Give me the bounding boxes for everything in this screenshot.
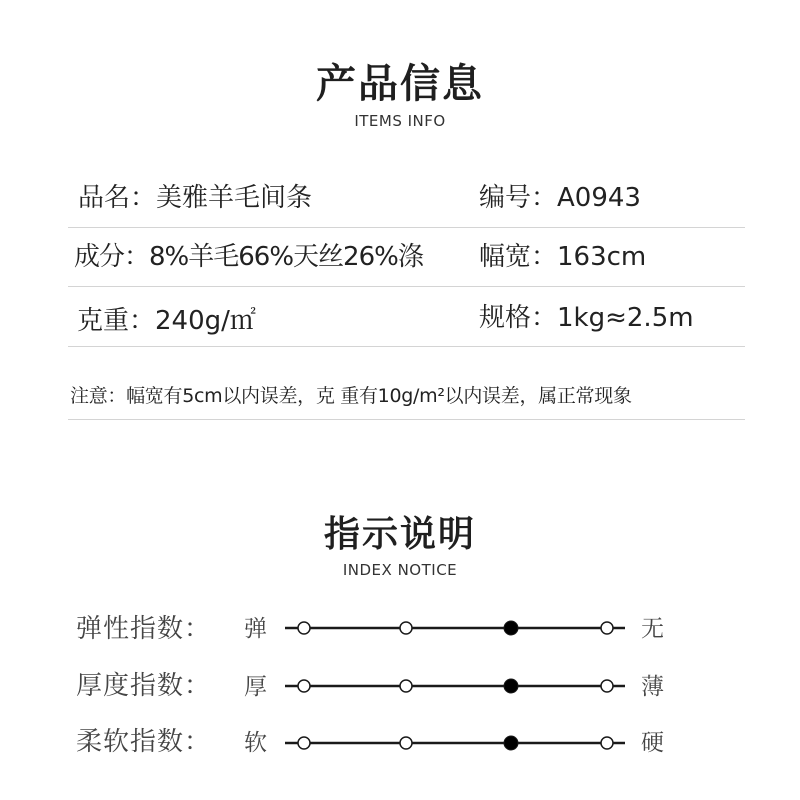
product-composition: 成分：8%羊毛66%天丝26%涤 xyxy=(74,242,423,272)
softness-right-end: 硬 xyxy=(641,730,664,756)
note-row xyxy=(68,347,745,420)
scale-marker xyxy=(298,737,310,749)
elasticity-left-end: 弹 xyxy=(244,616,267,642)
info-row xyxy=(68,168,745,228)
scale-marker-selected xyxy=(504,679,518,693)
elasticity-right-end: 无 xyxy=(641,616,664,642)
softness-left-end: 软 xyxy=(244,730,267,756)
softness-scale xyxy=(280,731,630,755)
scale-marker-selected xyxy=(504,736,518,750)
product-spec: 规格：1kg≈2.5m xyxy=(479,303,694,333)
softness-label: 柔软指数： xyxy=(76,727,212,757)
elasticity-scale xyxy=(280,616,630,640)
info-row xyxy=(68,287,745,347)
thickness-scale xyxy=(280,674,630,698)
elasticity-label: 弹性指数： xyxy=(76,614,212,644)
scale-marker xyxy=(400,737,412,749)
thickness-left-end: 厚 xyxy=(244,674,267,700)
index-notice-title: 指示说明 xyxy=(323,514,476,555)
product-name: 品名：美雅羊毛间条 xyxy=(78,183,313,213)
product-code: 编号：A0943 xyxy=(479,183,641,213)
index-notice-subtitle: INDEX NOTICE xyxy=(342,561,458,579)
scale-marker xyxy=(298,622,310,634)
product-info-title: 产品信息 xyxy=(316,61,484,107)
scale-marker xyxy=(601,622,613,634)
scale-marker xyxy=(400,622,412,634)
product-width: 幅宽：163cm xyxy=(479,242,647,272)
product-note: 注意：幅宽有5cm以内误差，克 重有10g/m²以内误差，属正常现象 xyxy=(70,385,632,407)
thickness-right-end: 薄 xyxy=(641,674,664,700)
info-row xyxy=(68,228,745,287)
product-info-subtitle: ITEMS INFO xyxy=(354,112,446,130)
scale-marker xyxy=(298,680,310,692)
scale-marker xyxy=(601,680,613,692)
scale-marker xyxy=(601,737,613,749)
thickness-label: 厚度指数： xyxy=(76,671,212,701)
product-weight: 克重：240g/㎡ xyxy=(77,306,256,336)
scale-marker-selected xyxy=(504,621,518,635)
scale-marker xyxy=(400,680,412,692)
